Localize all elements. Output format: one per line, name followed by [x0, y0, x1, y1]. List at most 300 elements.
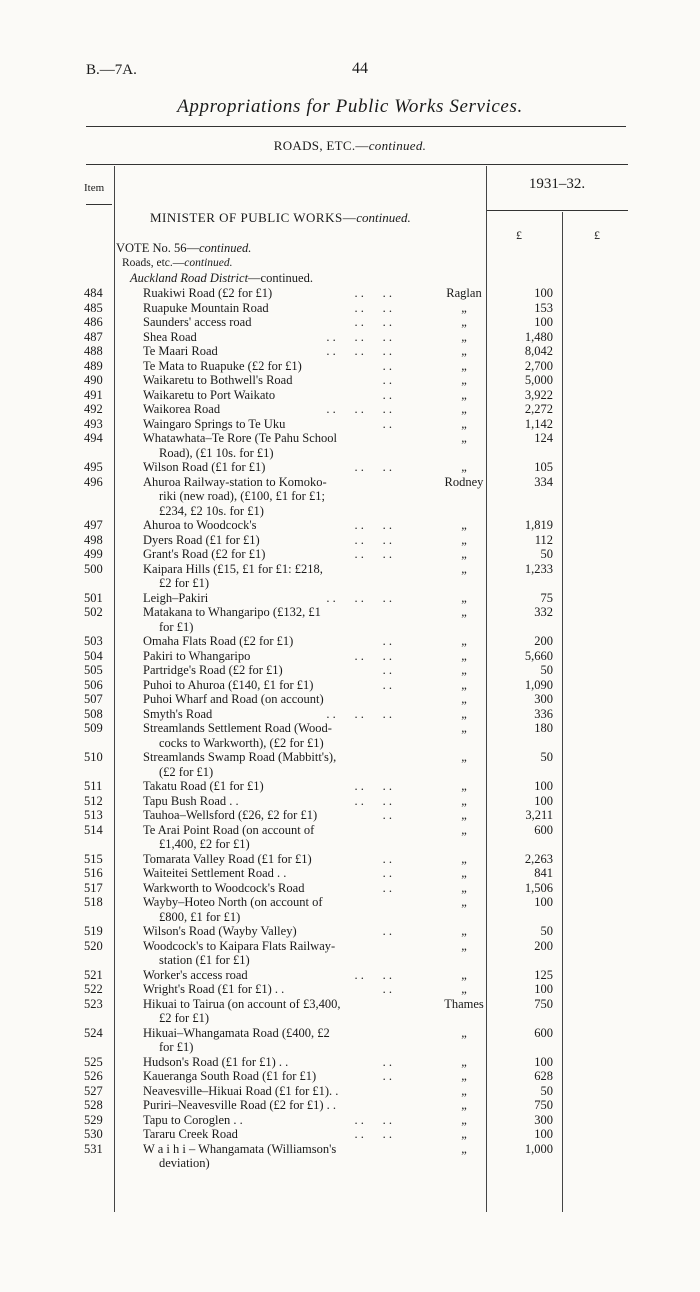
- item-description: [143, 852, 391, 867]
- description-line: Grant's Road (£2 for £1): [143, 547, 266, 561]
- item-number: 527: [84, 1083, 103, 1098]
- description-line: £1,400, £2 for £1): [159, 837, 250, 851]
- item-number: 515: [84, 851, 103, 866]
- item-description: [143, 388, 391, 403]
- item-description: [143, 823, 391, 852]
- table-row: [0, 301, 700, 316]
- amount-value: 1,142: [524, 416, 553, 431]
- table-row: [0, 417, 700, 432]
- vote-heading: [116, 241, 251, 256]
- description-line: Road), (£1 10s. for £1): [159, 445, 274, 460]
- table-row: [0, 431, 700, 460]
- item-number: 510: [84, 750, 103, 764]
- item-number: 522: [84, 982, 103, 996]
- table-row: [0, 881, 700, 896]
- amount-value: 153: [534, 300, 553, 315]
- vote-number: VOTE No. 56—: [116, 241, 199, 255]
- amount-value: 50: [540, 924, 553, 938]
- description-line: Streamlands Swamp Road (Mabbitt's),: [143, 750, 337, 764]
- table-row: [0, 997, 700, 1026]
- leader-dots: . .: [382, 373, 392, 387]
- description-line: Ruakiwi Road (£2 for £1): [143, 286, 273, 300]
- electorate: „: [461, 663, 467, 677]
- title-rule: [86, 126, 626, 127]
- electorate: „: [461, 605, 467, 619]
- leader-dots: . . . .: [354, 286, 392, 300]
- item-description: [143, 475, 391, 519]
- leader-dots: . . . .: [354, 532, 392, 547]
- subtitle-continued: continued.: [368, 138, 427, 153]
- amount-value: 50: [540, 663, 553, 677]
- item-description: [143, 881, 391, 896]
- electorate: „: [461, 460, 467, 474]
- table-row: [0, 547, 700, 562]
- description-line: riki (new road), (£100, £1 for £1;: [159, 489, 325, 503]
- table-row: [0, 823, 700, 852]
- description-line: cocks to Warkworth), (£2 for £1): [159, 735, 324, 750]
- description-line: Kaueranga South Road (£1 for £1): [143, 1069, 317, 1083]
- electorate: „: [461, 402, 467, 416]
- electorate: „: [461, 373, 467, 387]
- item-number: 485: [84, 300, 103, 315]
- electorate: „: [461, 532, 467, 547]
- description-line: Streamlands Settlement Road (Wood-: [143, 721, 332, 735]
- electorate: „: [461, 967, 467, 982]
- electorate: „: [461, 1025, 467, 1040]
- leader-dots: . .: [382, 924, 392, 938]
- amount-value: 336: [534, 706, 553, 721]
- description-line: deviation): [159, 1156, 210, 1170]
- table-row: [0, 721, 700, 750]
- item-header-rule: [86, 204, 112, 205]
- description-line: Waingaro Springs to Te Uku: [143, 416, 286, 431]
- amount-value: 125: [534, 967, 553, 982]
- appropriation-table: [0, 286, 700, 1171]
- amount-value: 750: [534, 1098, 553, 1112]
- electorate: „: [461, 518, 467, 532]
- description-line: Ahuroa Railway-station to Komoko-: [143, 474, 327, 489]
- item-number: 490: [84, 373, 103, 387]
- description-line: Waikaretu to Bothwell's Road: [143, 373, 293, 387]
- item-number: 509: [84, 721, 103, 735]
- table-row: [0, 518, 700, 533]
- description-line: for £1): [159, 1040, 194, 1054]
- description-line: Dyers Road (£1 for £1): [143, 532, 260, 547]
- section-subtitle: [0, 138, 700, 154]
- table-row: [0, 460, 700, 475]
- amount-value: 628: [534, 1069, 553, 1083]
- table-row: [0, 344, 700, 359]
- amount-value: 124: [534, 431, 553, 445]
- item-number: 531: [84, 1141, 103, 1156]
- leader-dots: . . . .: [354, 460, 392, 474]
- electorate: „: [461, 1127, 467, 1141]
- amount-value: 600: [534, 822, 553, 837]
- roads-heading: [122, 257, 233, 269]
- table-row: [0, 707, 700, 722]
- item-number: 505: [84, 663, 103, 677]
- pound-sign-total: £: [594, 228, 600, 242]
- item-description: [143, 750, 391, 779]
- amount-value: 50: [540, 750, 553, 764]
- item-number: 495: [84, 460, 103, 474]
- table-row: [0, 1142, 700, 1171]
- item-description: [143, 1055, 391, 1070]
- item-description: [143, 939, 391, 968]
- amount-value: 300: [534, 692, 553, 706]
- electorate: „: [461, 648, 467, 663]
- item-number: 496: [84, 474, 103, 489]
- electorate: „: [461, 344, 467, 358]
- table-row: [0, 315, 700, 330]
- description-line: Puriri–Neavesville Road (£2 for £1) . .: [143, 1098, 337, 1112]
- amount-value: 3,922: [524, 387, 553, 402]
- leader-dots: . . . .: [354, 300, 392, 315]
- electorate: „: [461, 547, 467, 561]
- electorate: „: [461, 822, 467, 837]
- ministry-name: MINISTER OF PUBLIC WORKS—: [150, 210, 357, 225]
- leader-dots: . .: [382, 358, 392, 373]
- item-description: [143, 997, 391, 1026]
- leader-dots: . .: [382, 1069, 392, 1083]
- description-line: £2 for £1): [159, 576, 209, 590]
- table-row: [0, 605, 700, 634]
- roads-continued: continued.: [184, 257, 233, 269]
- description-line: Smyth's Road: [143, 706, 213, 721]
- electorate: „: [461, 1069, 467, 1083]
- amount-value: 1,090: [524, 677, 553, 692]
- amount-value: 1,233: [524, 561, 553, 576]
- item-number: 507: [84, 692, 103, 706]
- leader-dots: . .: [382, 416, 392, 431]
- description-line: Waiteitei Settlement Road . .: [143, 866, 287, 880]
- electorate: „: [461, 750, 467, 764]
- description-line: Worker's access road: [143, 967, 248, 982]
- description-line: Saunders' access road: [143, 315, 252, 329]
- page-title: Appropriations for Public Works Services.: [177, 96, 523, 117]
- amount-value: 50: [540, 547, 553, 561]
- description-line: Kaipara Hills (£15, £1 for £1: £218,: [143, 561, 323, 576]
- item-number: 499: [84, 547, 103, 561]
- leader-dots: . .: [382, 880, 392, 895]
- leader-dots: . . . .: [354, 1112, 392, 1127]
- item-description: [143, 605, 391, 634]
- item-number: 489: [84, 358, 103, 373]
- table-row: [0, 634, 700, 649]
- document-reference: B.—7A.: [86, 62, 137, 78]
- amount-value: 1,506: [524, 880, 553, 895]
- electorate: „: [461, 1141, 467, 1156]
- leader-dots: . . . .: [354, 1127, 392, 1141]
- table-row: [0, 982, 700, 997]
- description-line: Waikaretu to Port Waikato: [143, 387, 276, 402]
- description-line: £2 for £1): [159, 1011, 209, 1025]
- district-name: Auckland Road District: [130, 271, 249, 285]
- leader-dots: . . . .: [354, 518, 392, 532]
- amount-value: 332: [534, 605, 553, 619]
- electorate: „: [461, 779, 467, 793]
- item-number: 508: [84, 706, 103, 721]
- description-line: Waikorea Road: [143, 402, 221, 416]
- table-row: [0, 359, 700, 374]
- item-number: 501: [84, 590, 103, 605]
- district-heading: [130, 271, 313, 286]
- table-row: [0, 1098, 700, 1113]
- amount-value: 100: [534, 982, 553, 996]
- item-description: [143, 866, 391, 881]
- year-header-rule: [486, 210, 628, 211]
- amount-value: 3,211: [525, 808, 553, 822]
- leader-dots: . .: [382, 866, 392, 880]
- item-number: 504: [84, 648, 103, 663]
- electorate: „: [461, 416, 467, 431]
- electorate: Raglan: [446, 286, 482, 300]
- description-line: Warkworth to Woodcock's Road: [143, 880, 305, 895]
- ministry-heading: [150, 210, 411, 226]
- table-row: [0, 895, 700, 924]
- item-number: 492: [84, 402, 103, 416]
- electorate: „: [461, 634, 467, 648]
- item-description: [143, 1069, 391, 1084]
- table-row: [0, 591, 700, 606]
- item-number: 498: [84, 532, 103, 547]
- amount-value: 600: [534, 1025, 553, 1040]
- table-row: [0, 475, 700, 519]
- amount-value: 112: [534, 532, 553, 547]
- description-line: Wayby–Hoteo North (on account of: [143, 895, 323, 909]
- description-line: Ruapuke Mountain Road: [143, 300, 269, 315]
- amount-value: 841: [534, 866, 553, 880]
- electorate: „: [461, 706, 467, 721]
- table-row: [0, 968, 700, 983]
- item-description: [143, 1142, 391, 1171]
- description-line: Shea Road: [143, 329, 197, 344]
- amount-value: 100: [534, 286, 553, 300]
- item-number: 491: [84, 387, 103, 402]
- item-description: [143, 808, 391, 823]
- item-number: 502: [84, 605, 103, 619]
- item-number: 529: [84, 1112, 103, 1127]
- electorate: „: [461, 315, 467, 329]
- description-line: Tomarata Valley Road (£1 for £1): [143, 851, 312, 866]
- description-line: £234, £2 10s. for £1): [159, 503, 264, 518]
- description-line: Te Arai Point Road (on account of: [143, 822, 315, 837]
- item-number: 497: [84, 518, 103, 532]
- table-row: [0, 924, 700, 939]
- table-row: [0, 808, 700, 823]
- item-description: [143, 663, 391, 678]
- description-line: Hikuai to Tairua (on account of £3,400,: [143, 996, 341, 1011]
- electorate: „: [461, 329, 467, 344]
- pound-sign-amount: £: [516, 228, 522, 242]
- amount-value: 1,480: [524, 329, 553, 344]
- description-line: Takatu Road (£1 for £1): [143, 779, 264, 793]
- amount-value: 100: [534, 793, 553, 808]
- amount-value: 200: [534, 634, 553, 648]
- amount-value: 750: [534, 996, 553, 1011]
- amount-value: 100: [534, 1127, 553, 1141]
- item-description: [143, 678, 391, 693]
- leader-dots: . . . . . .: [326, 590, 392, 605]
- description-line: Ahuroa to Woodcock's: [143, 518, 257, 532]
- table-row: [0, 330, 700, 345]
- description-line: Wright's Road (£1 for £1) . .: [143, 982, 285, 996]
- amount-value: 2,700: [524, 358, 553, 373]
- item-description: [143, 982, 391, 997]
- description-line: Partridge's Road (£2 for £1): [143, 663, 283, 677]
- electorate: „: [461, 387, 467, 402]
- description-line: Puhoi Wharf and Road (on account): [143, 692, 324, 706]
- item-description: [143, 721, 391, 750]
- amount-value: 2,272: [524, 402, 553, 416]
- description-line: Wilson Road (£1 for £1): [143, 460, 266, 474]
- leader-dots: . . . .: [354, 648, 392, 663]
- electorate: „: [461, 431, 467, 445]
- amount-value: 50: [540, 1083, 553, 1098]
- item-description: [143, 431, 391, 460]
- table-row: [0, 866, 700, 881]
- electorate: Rodney: [444, 474, 484, 489]
- item-description: [143, 562, 391, 591]
- table-row: [0, 663, 700, 678]
- electorate: „: [461, 982, 467, 996]
- amount-value: 200: [534, 938, 553, 953]
- description-line: Tauhoa–Wellsford (£26, £2 for £1): [143, 808, 318, 822]
- electorate: „: [461, 924, 467, 938]
- electorate: „: [461, 677, 467, 692]
- description-line: Te Maari Road: [143, 344, 218, 358]
- leader-dots: . .: [382, 808, 392, 822]
- amount-value: 1,819: [524, 518, 553, 532]
- electorate: „: [461, 895, 467, 909]
- description-line: Tapu Bush Road . .: [143, 793, 239, 808]
- item-number: 493: [84, 416, 103, 431]
- electorate: „: [461, 300, 467, 315]
- leader-dots: . .: [382, 663, 392, 677]
- item-number: 525: [84, 1054, 103, 1069]
- electorate: Thames: [444, 996, 484, 1011]
- item-number: 484: [84, 286, 103, 300]
- description-line: Tapu to Coroglen . .: [143, 1112, 243, 1127]
- description-line: station (£1 for £1): [159, 953, 250, 967]
- leader-dots: . .: [382, 851, 392, 866]
- table-row: [0, 939, 700, 968]
- amount-value: 1,000: [524, 1141, 553, 1156]
- description-line: Tararu Creek Road: [143, 1127, 238, 1141]
- electorate: „: [461, 808, 467, 822]
- table-row: [0, 388, 700, 403]
- amount-value: 5,660: [524, 648, 553, 663]
- leader-dots: . .: [382, 634, 392, 648]
- amount-value: 8,042: [524, 344, 553, 358]
- table-row: [0, 533, 700, 548]
- leader-dots: . . . .: [354, 547, 392, 561]
- amount-value: 5,000: [524, 373, 553, 387]
- leader-dots: . . . .: [354, 779, 392, 793]
- electorate: „: [461, 561, 467, 576]
- item-number: 528: [84, 1098, 103, 1112]
- item-number: 518: [84, 895, 103, 909]
- item-description: [143, 634, 391, 649]
- description-line: £800, £1 for £1): [159, 909, 241, 924]
- leader-dots: . . . . . .: [326, 344, 392, 358]
- item-description: [143, 895, 391, 924]
- item-number: 516: [84, 866, 103, 880]
- item-number: 487: [84, 329, 103, 344]
- column-header-item: Item: [84, 182, 105, 194]
- description-line: Omaha Flats Road (£2 for £1): [143, 634, 294, 648]
- leader-dots: . .: [382, 387, 392, 402]
- roads-label: Roads, etc.—: [122, 257, 185, 269]
- table-row: [0, 678, 700, 693]
- item-number: 524: [84, 1025, 103, 1040]
- table-row: [0, 1113, 700, 1128]
- vote-continued: continued.: [198, 241, 252, 255]
- amount-value: 2,263: [524, 851, 553, 866]
- page-number: 44: [352, 60, 368, 77]
- amount-value: 334: [534, 474, 553, 489]
- item-number: 523: [84, 996, 103, 1011]
- electorate: „: [461, 590, 467, 605]
- electorate: „: [461, 1098, 467, 1112]
- table-row: [0, 794, 700, 809]
- district-continued: —continued.: [248, 271, 313, 285]
- item-number: 503: [84, 634, 103, 648]
- table-row: [0, 1084, 700, 1099]
- table-row: [0, 1069, 700, 1084]
- leader-dots: . .: [382, 1054, 392, 1069]
- item-description: [143, 359, 391, 374]
- item-number: 513: [84, 808, 103, 822]
- table-row: [0, 1055, 700, 1070]
- amount-value: 180: [534, 721, 553, 735]
- leader-dots: . . . .: [354, 793, 392, 808]
- table-row: [0, 649, 700, 664]
- leader-dots: . . . .: [354, 315, 392, 329]
- item-description: [143, 1098, 391, 1113]
- description-line: Whatawhata–Te Rore (Te Pahu School: [143, 431, 338, 445]
- item-description: [143, 373, 391, 388]
- description-line: Wilson's Road (Wayby Valley): [143, 924, 297, 938]
- item-number: 486: [84, 315, 103, 329]
- ministry-continued: continued.: [356, 210, 411, 225]
- amount-value: 100: [534, 779, 553, 793]
- item-description: [143, 1084, 391, 1099]
- description-line: (£2 for £1): [159, 764, 214, 779]
- table-row: [0, 562, 700, 591]
- item-description: [143, 692, 391, 707]
- table-row: [0, 779, 700, 794]
- amount-value: 100: [534, 315, 553, 329]
- table-top-rule: [86, 164, 628, 165]
- amount-value: 100: [534, 895, 553, 909]
- table-row: [0, 373, 700, 388]
- leader-dots: . .: [382, 677, 392, 692]
- leader-dots: . . . .: [354, 967, 392, 982]
- description-line: Leigh–Pakiri: [143, 590, 209, 605]
- item-number: 511: [84, 779, 103, 793]
- description-line: Woodcock's to Kaipara Flats Railway-: [143, 938, 336, 953]
- table-row: [0, 692, 700, 707]
- item-description: [143, 417, 391, 432]
- electorate: „: [461, 851, 467, 866]
- table-row: [0, 1127, 700, 1142]
- table-row: [0, 402, 700, 417]
- item-number: 494: [84, 431, 103, 445]
- amount-value: 300: [534, 1112, 553, 1127]
- description-line: Te Mata to Ruapuke (£2 for £1): [143, 358, 302, 373]
- table-row: [0, 1026, 700, 1055]
